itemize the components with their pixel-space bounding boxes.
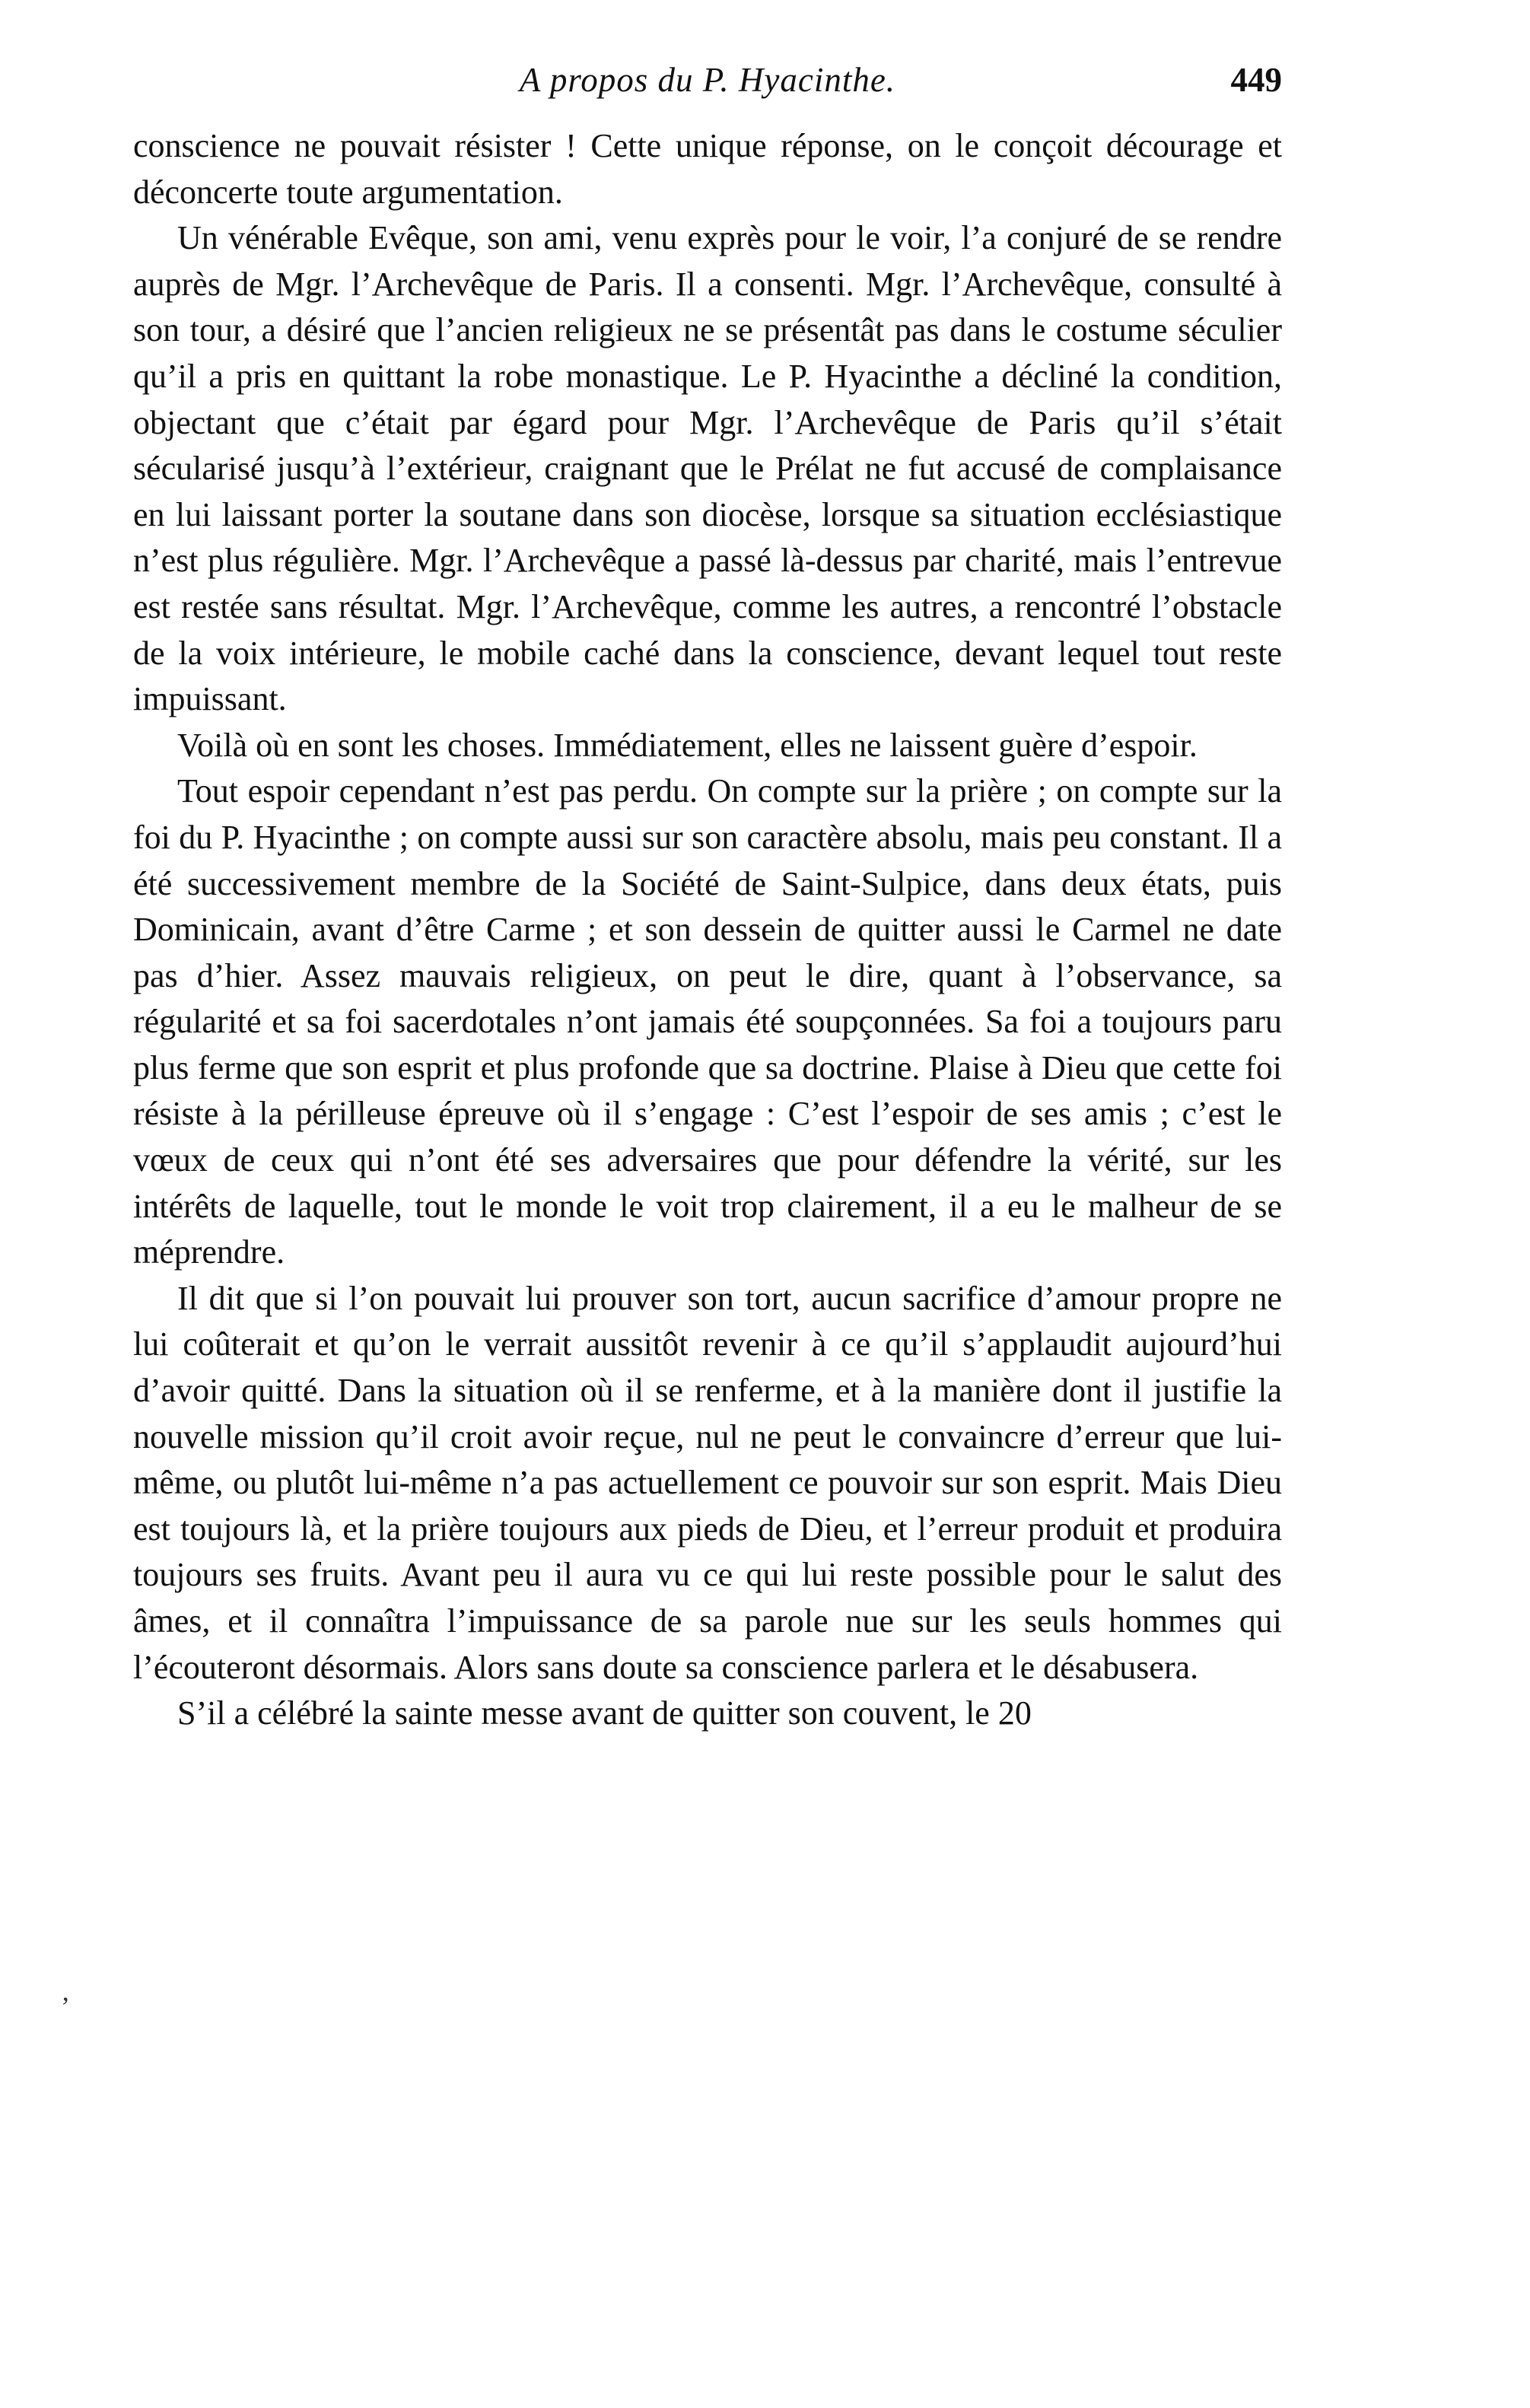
body-text xyxy=(133,123,1282,1737)
paragraph: S’il a célébré la sainte messe avant de quitter son couvent, le 20 xyxy=(177,1694,1032,1732)
page-number: 449 xyxy=(1230,61,1282,99)
running-head xyxy=(133,53,1282,107)
paragraph: Voilà où en sont les choses. Immédiatement, elles ne laissent guère d’espoir. xyxy=(177,726,1198,764)
margin-mark: ‚ xyxy=(61,1976,70,2006)
paragraph: Un vénérable Evêque, son ami, venu exprès pour le voir, l’a conjuré de se rendre auprès de Mgr. l’Archevêque de Paris. Il a consenti. Mgr. l’Archevêque, consulté à son tour, a désiré que l’ancien religieux ne se présentât pas dans le costume séculier qu’il a pris en quittant la robe monastique. Le P. Hyacinthe a décliné la condition, objectant que c’était par égard pour Mgr. l’Archevêque de Paris qu’il s’était sécularisé jusqu’à l’extérieur, craignant que le Prélat ne fut accusé de complaisance en lui laissant porter la soutane dans son diocèse, lorsque sa situation ecclésiastique n’est plus régulière. Mgr. l’Archevêque a passé là-dessus par charité, mais l’entrevue est restée sans résultat. Mgr. l’Archevêque, comme les autres, a rencontré l’obstacle de la voix intérieure, le mobile caché dans la conscience, devant lequel tout reste impuissant. xyxy=(133,219,1282,718)
paragraph: Tout espoir cependant n’est pas perdu. On compte sur la prière ; on compte sur la foi du P. Hyacinthe ; on compte aussi sur son caractère absolu, mais peu constant. Il a été successivement membre de la Société de Saint-Sulpice, dans deux états, puis Dominicain, avant d’être Carme ; et son dessein de quitter aussi le Carmel ne date pas d’hier. Assez mauvais religieux, on peut le dire, quant à l’observance, sa régularité et sa foi sacerdotales n’ont jamais été soupçonnées. Sa foi a toujours paru plus ferme que son esprit et plus profonde que sa doctrine. Plaise à Dieu que cette foi résiste à la périlleuse épreuve où il s’engage : C’est l’espoir de ses amis ; c’est le vœux de ceux qui n’ont été ses adversaires que pour défendre la vérité, sur les intérêts de laquelle, tout le monde le voit trop clairement, il a eu le malheur de se méprendre. xyxy=(133,772,1282,1271)
paragraph: Il dit que si l’on pouvait lui prouver son tort, aucun sacrifice d’amour propre ne lui coûterait et qu’on le verrait aussitôt revenir à ce qu’il s’applaudit aujourd’hui d’avoir quitté. Dans la situation où il se renferme, et à la manière dont il justifie la nouvelle mission qu’il croit avoir reçue, nul ne peut le convaincre d’erreur que lui-même, ou plutôt lui-même n’a pas actuellement ce pouvoir sur son esprit. Mais Dieu est toujours là, et la prière toujours aux pieds de Dieu, et l’erreur produit et produira toujours ses fruits. Avant peu il aura vu ce qui lui reste possible pour le salut des âmes, et il connaîtra l’impuissance de sa parole nue sur les seuls hommes qui l’écouteront désormais. Alors sans doute sa conscience parlera et le désabusera. xyxy=(133,1279,1282,1686)
paragraph-continued: conscience ne pouvait résister ! Cette unique réponse, on le conçoit décourage et déconcerte toute argumentation. xyxy=(133,127,1282,211)
running-title: A propos du P. Hyacinthe. xyxy=(519,61,896,99)
